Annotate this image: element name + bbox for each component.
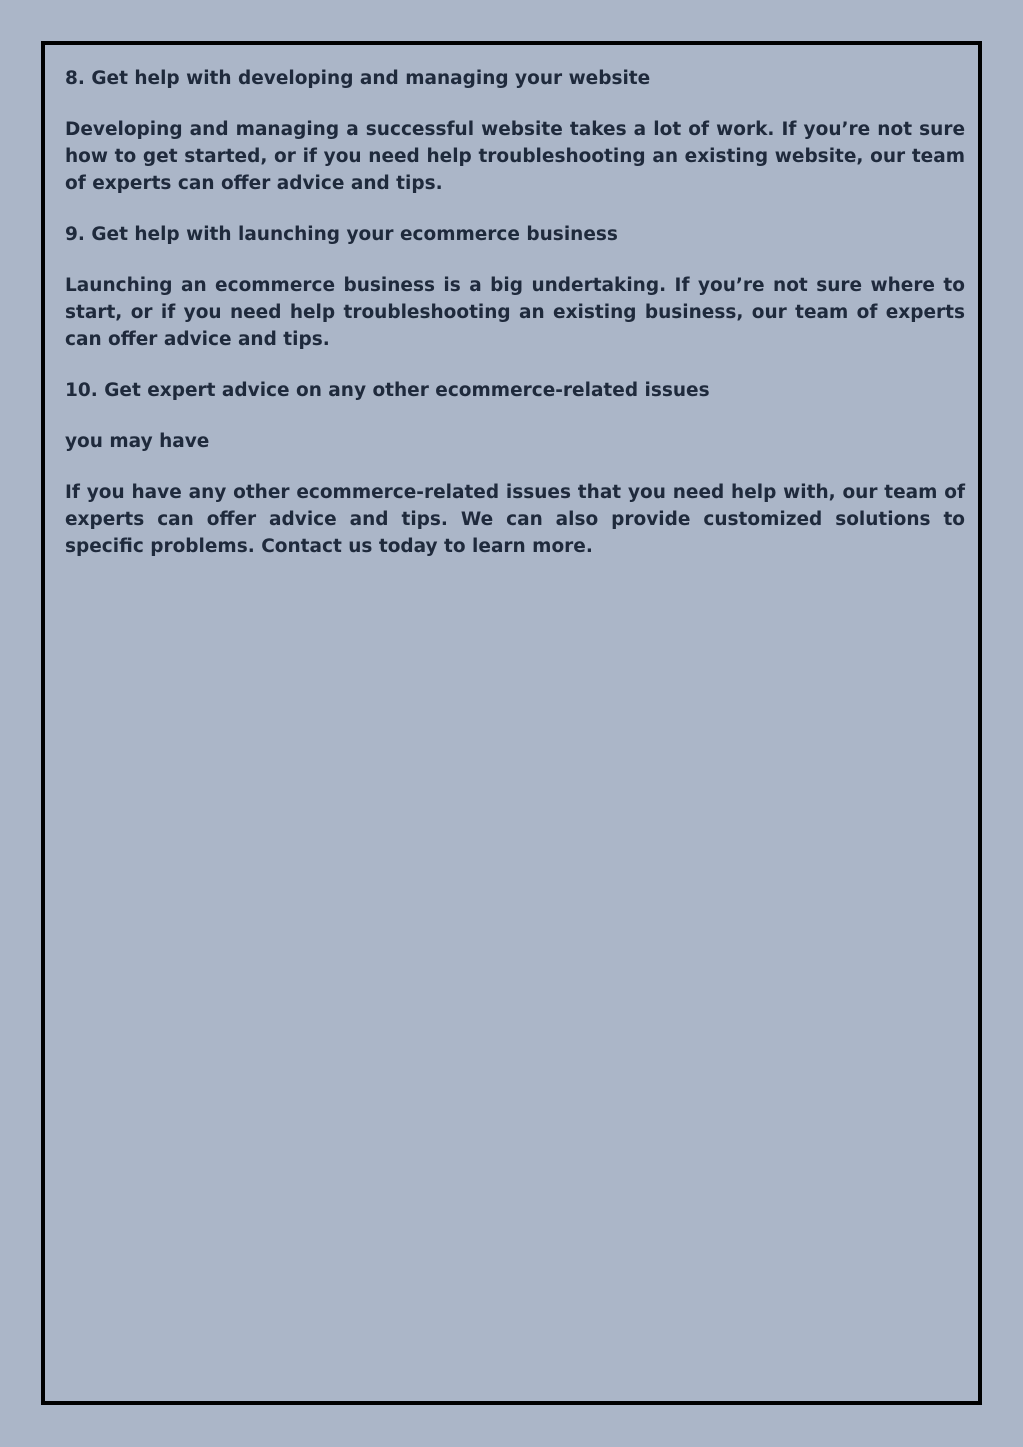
document-content [65, 65, 965, 584]
section-10-subheading: you may have [65, 431, 210, 452]
section-9-heading: 9. Get help with launching your ecommerce business [65, 224, 618, 245]
page-frame [41, 41, 982, 1405]
section-10-body: If you have any other ecommerce-related issues that you need help with, our team of experts can offer advice and tips. We can also provide customized solutions to specific problems. Contact us today to learn more. [65, 482, 965, 557]
section-8-heading: 8. Get help with developing and managing your website [65, 68, 651, 89]
section-9-body: Launching an ecommerce business is a big undertaking. If you’re not sure where to start, or if you need help troubleshooting an existing business, our team of experts can offer advice and tips. [65, 275, 965, 350]
section-10-heading: 10. Get expert advice on any other ecommerce-related issues [65, 380, 710, 401]
section-8-body: Developing and managing a successful website takes a lot of work. If you’re not sure how to get started, or if you need help troubleshooting an existing website, our team of experts can offer advice and tips. [65, 119, 965, 194]
